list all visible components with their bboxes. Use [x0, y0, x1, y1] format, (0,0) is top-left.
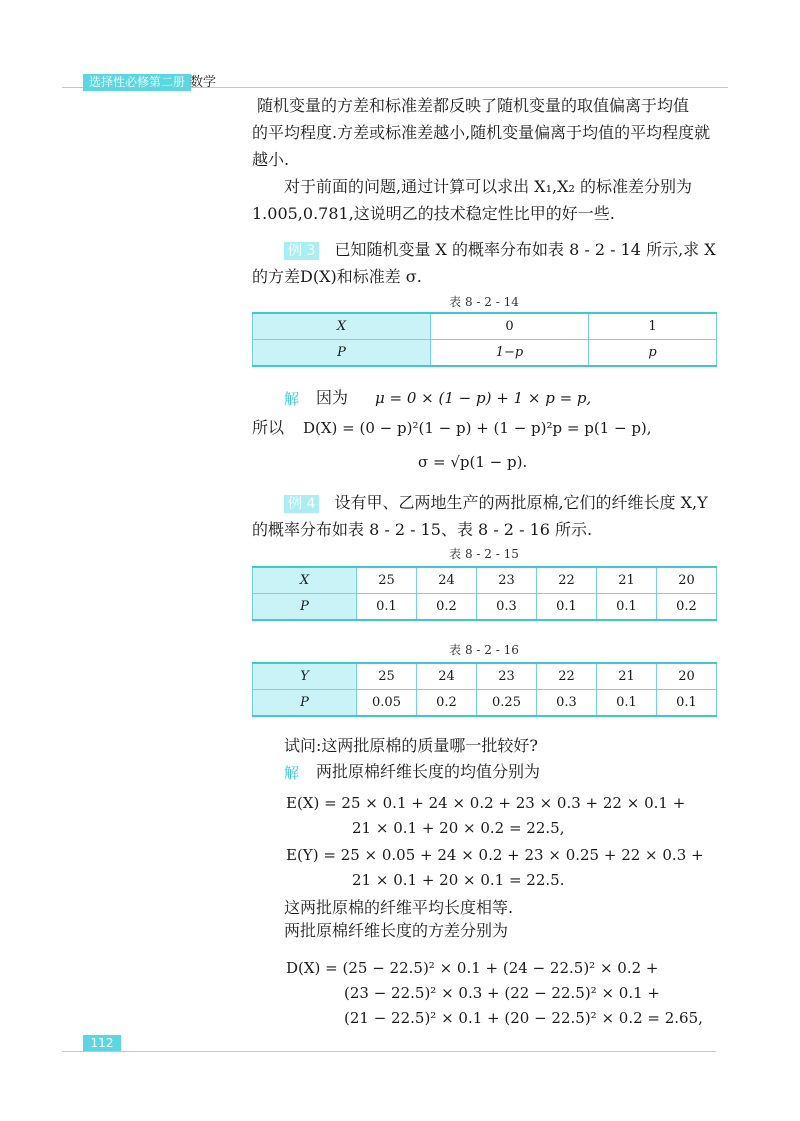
- table-cell: 0.05: [357, 690, 417, 717]
- table-row: [253, 690, 717, 717]
- table-cell: P: [253, 594, 357, 621]
- table-row: [253, 340, 717, 367]
- table-cell: P: [253, 690, 357, 717]
- example3-tag: 例 3: [284, 242, 319, 260]
- table-cell: 0.2: [417, 594, 477, 621]
- table-8-2-15-caption: 表 8 - 2 - 15: [449, 547, 519, 561]
- para1-line2: 的平均程度.方差或标准差越小,随机变量偏离于均值的平均程度就: [252, 123, 711, 142]
- table-cell: 0.1: [537, 594, 597, 621]
- table-cell: P: [253, 340, 431, 367]
- example4-heading: [284, 489, 708, 518]
- table-cell: p: [589, 340, 717, 367]
- table-cell: 0.1: [657, 690, 717, 717]
- table-8-2-16-caption: 表 8 - 2 - 16: [449, 643, 519, 657]
- dx-eq-line3: (21 − 22.5)² × 0.1 + (20 − 22.5)² × 0.2 = 2.65,: [344, 1009, 703, 1027]
- dx-eq-line1: D(X) = (25 − 22.5)² × 0.1 + (24 − 22.5)² × 0.2 +: [286, 959, 659, 977]
- table-cell: 20: [657, 567, 717, 594]
- example4-line2: 的概率分布如表 8 - 2 - 15、表 8 - 2 - 16 所示.: [252, 520, 593, 539]
- table-cell: 24: [417, 663, 477, 690]
- example3-mean-eq: μ = 0 × (1 − p) + 1 × p = p,: [375, 389, 592, 407]
- example4-solution-label: 解: [284, 764, 300, 782]
- example4-line1: 设有甲、乙两地生产的两批原棉,它们的纤维长度 X,Y: [334, 493, 708, 512]
- para1-line1: 随机变量的方差和标准差都反映了随机变量的取值偏离于均值: [257, 96, 690, 115]
- page-number: 112: [83, 1035, 121, 1051]
- table-cell: 0.3: [477, 594, 537, 621]
- para2-line1: 对于前面的问题,通过计算可以求出 X₁,X₂ 的标准差分别为: [284, 177, 692, 196]
- ex-eq-line1: E(X) = 25 × 0.1 + 24 × 0.2 + 23 × 0.3 + 22 × 0.1 +: [286, 794, 686, 812]
- table-cell: 1−p: [431, 340, 589, 367]
- ey-eq-line2: 21 × 0.1 + 20 × 0.1 = 22.5.: [352, 871, 565, 889]
- subject-label: 数学: [190, 75, 217, 90]
- book-title-badge: 选择性必修第二册: [83, 74, 191, 91]
- table-cell: 25: [357, 663, 417, 690]
- table-cell: 23: [477, 663, 537, 690]
- table-cell: X: [253, 313, 431, 340]
- example3-heading: [284, 236, 716, 265]
- table-cell: 21: [597, 567, 657, 594]
- table-cell: 22: [537, 567, 597, 594]
- para2-line2: 1.005,0.781,这说明乙的技术稳定性比甲的好一些.: [252, 204, 615, 223]
- example4-equal-statement: 这两批原棉的纤维平均长度相等.: [284, 898, 514, 917]
- table-row: [253, 313, 717, 340]
- table-cell: 21: [597, 663, 657, 690]
- table-cell: 0.1: [597, 594, 657, 621]
- table-row: [253, 567, 717, 594]
- footer-rule: [62, 1051, 716, 1052]
- table-8-2-15: [252, 566, 717, 621]
- table-8-2-16: [252, 662, 717, 717]
- table-cell: 0.2: [657, 594, 717, 621]
- table-cell: 20: [657, 663, 717, 690]
- example3-solution-label: 解: [284, 390, 300, 408]
- example4-mean-intro: 两批原棉纤维长度的均值分别为: [316, 762, 541, 781]
- table-cell: 25: [357, 567, 417, 594]
- table-cell: 22: [537, 663, 597, 690]
- example3-therefore: 所以: [252, 418, 285, 437]
- example4-variance-intro: 两批原棉纤维长度的方差分别为: [284, 921, 509, 940]
- example4-question: 试问:这两批原棉的质量哪一批较好?: [284, 736, 538, 755]
- table-cell: Y: [253, 663, 357, 690]
- table-cell: 24: [417, 567, 477, 594]
- table-cell: X: [253, 567, 357, 594]
- dx-eq-line2: (23 − 22.5)² × 0.3 + (22 − 22.5)² × 0.1 +: [344, 984, 660, 1002]
- table-8-2-14: [252, 312, 717, 367]
- table-cell: 23: [477, 567, 537, 594]
- table-cell: 0.2: [417, 690, 477, 717]
- table-cell: 0.3: [537, 690, 597, 717]
- ex-eq-line2: 21 × 0.1 + 20 × 0.2 = 22.5,: [352, 819, 565, 837]
- ey-eq-line1: E(Y) = 25 × 0.05 + 24 × 0.2 + 23 × 0.25 + 22 × 0.3 +: [286, 846, 704, 864]
- table-row: [253, 663, 717, 690]
- table-cell: 0.1: [357, 594, 417, 621]
- table-row: [253, 594, 717, 621]
- example3-line1: 已知随机变量 X 的概率分布如表 8 - 2 - 14 所示,求 X: [334, 240, 716, 259]
- table-cell: 0.1: [597, 690, 657, 717]
- table-cell: 0.25: [477, 690, 537, 717]
- example3-because: 因为: [316, 388, 349, 407]
- table-cell: 0: [431, 313, 589, 340]
- example3-variance-eq: D(X) = (0 − p)²(1 − p) + (1 − p)²p = p(1 − p),: [303, 419, 652, 437]
- example3-line2: 的方差D(X)和标准差 σ.: [252, 267, 422, 286]
- table-8-2-14-caption: 表 8 - 2 - 14: [449, 295, 519, 309]
- table-cell: 1: [589, 313, 717, 340]
- para1-line3: 越小.: [252, 150, 290, 169]
- example3-stddev-eq: σ = √p(1 − p).: [418, 453, 528, 471]
- example4-tag: 例 4: [284, 495, 319, 513]
